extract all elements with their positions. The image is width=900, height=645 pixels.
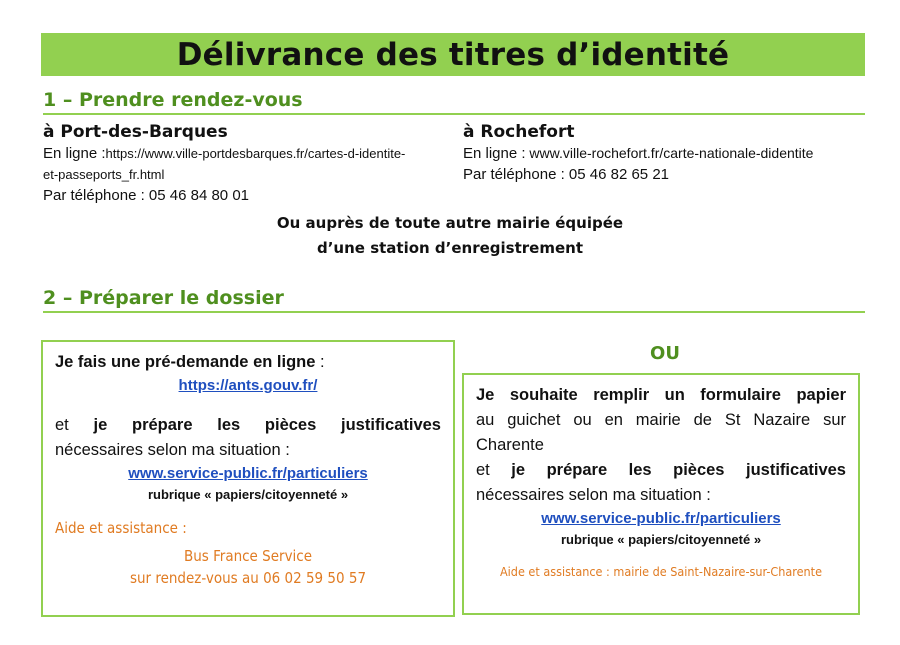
paper-intro: [476, 383, 846, 408]
predemande-intro-colon: :: [315, 353, 325, 371]
other-mairie-note-line-1: Ou auprès de toute autre mairie équipée: [276, 214, 624, 232]
prepare-bold: je prépare les pièces justificatives: [93, 416, 441, 434]
port-des-barques-url-2[interactable]: et-passeports_fr.html: [43, 167, 165, 182]
guichet-line-2: Charente: [476, 436, 544, 454]
ou-separator: OU: [650, 343, 680, 364]
paper-prepare-bold: je prépare les pièces justificatives: [511, 461, 846, 479]
et-word: et: [55, 416, 94, 434]
rochefort-online: [463, 143, 873, 164]
et-word: et: [476, 461, 512, 479]
ants-link[interactable]: https://ants.gouv.fr/: [178, 377, 318, 394]
online-label: En ligne :: [463, 145, 526, 162]
prepare-line: [55, 413, 441, 438]
assistance-mairie: Aide et assistance : mairie de Saint-Nazaire-sur-Charente: [499, 564, 822, 579]
online-predemande-box: [41, 340, 455, 617]
rochefort-url[interactable]: www.ville-rochefort.fr/carte-nationale-didentite: [525, 145, 814, 161]
port-des-barques-url-1[interactable]: https://www.ville-portdesbarques.fr/cartes-d-identite-: [105, 146, 406, 161]
port-des-barques-title: à Port-des-Barques: [43, 122, 228, 142]
section-1-heading: 1 – Prendre rendez-vous: [43, 89, 865, 115]
bus-france-service: Bus France Service: [183, 547, 313, 565]
port-des-barques-block: [43, 121, 453, 206]
port-des-barques-phone: Par téléphone : 05 46 84 80 01: [43, 187, 250, 204]
page-title: Délivrance des titres d’identité: [176, 36, 730, 73]
rochefort-phone: Par téléphone : 05 46 82 65 21: [463, 166, 670, 183]
rubrique-label: rubrique « papiers/citoyenneté »: [560, 532, 762, 547]
section-2-heading: 2 – Préparer le dossier: [43, 287, 865, 313]
rochefort-block: [463, 121, 873, 185]
online-label: En ligne :: [43, 145, 106, 162]
rubrique-label: rubrique « papiers/citoyenneté »: [147, 487, 349, 502]
bus-rdv-phone: sur rendez-vous au 06 02 59 50 57: [129, 569, 367, 587]
title-banner: [41, 33, 865, 76]
aide-label: Aide et assistance :: [55, 519, 187, 537]
predemande-intro: [55, 350, 441, 375]
other-mairie-note: [150, 211, 750, 261]
paper-intro-bold: Je souhaite remplir un formulaire papier: [476, 386, 846, 404]
other-mairie-note-line-2: d’une station d’enregistrement: [317, 239, 583, 257]
paper-prepare-line: [476, 458, 846, 483]
rochefort-title: à Rochefort: [463, 122, 575, 142]
paper-necessaires-line: nécessaires selon ma situation :: [476, 486, 711, 504]
service-public-link[interactable]: www.service-public.fr/particuliers: [541, 510, 781, 527]
paper-form-box: [462, 373, 860, 615]
service-public-link[interactable]: www.service-public.fr/particuliers: [128, 465, 368, 482]
necessaires-line: nécessaires selon ma situation :: [55, 441, 290, 459]
port-des-barques-online: [43, 143, 453, 164]
predemande-intro-bold: Je fais une pré-demande en ligne: [55, 353, 316, 371]
guichet-line-1: au guichet ou en mairie de St Nazaire sur: [476, 411, 846, 429]
